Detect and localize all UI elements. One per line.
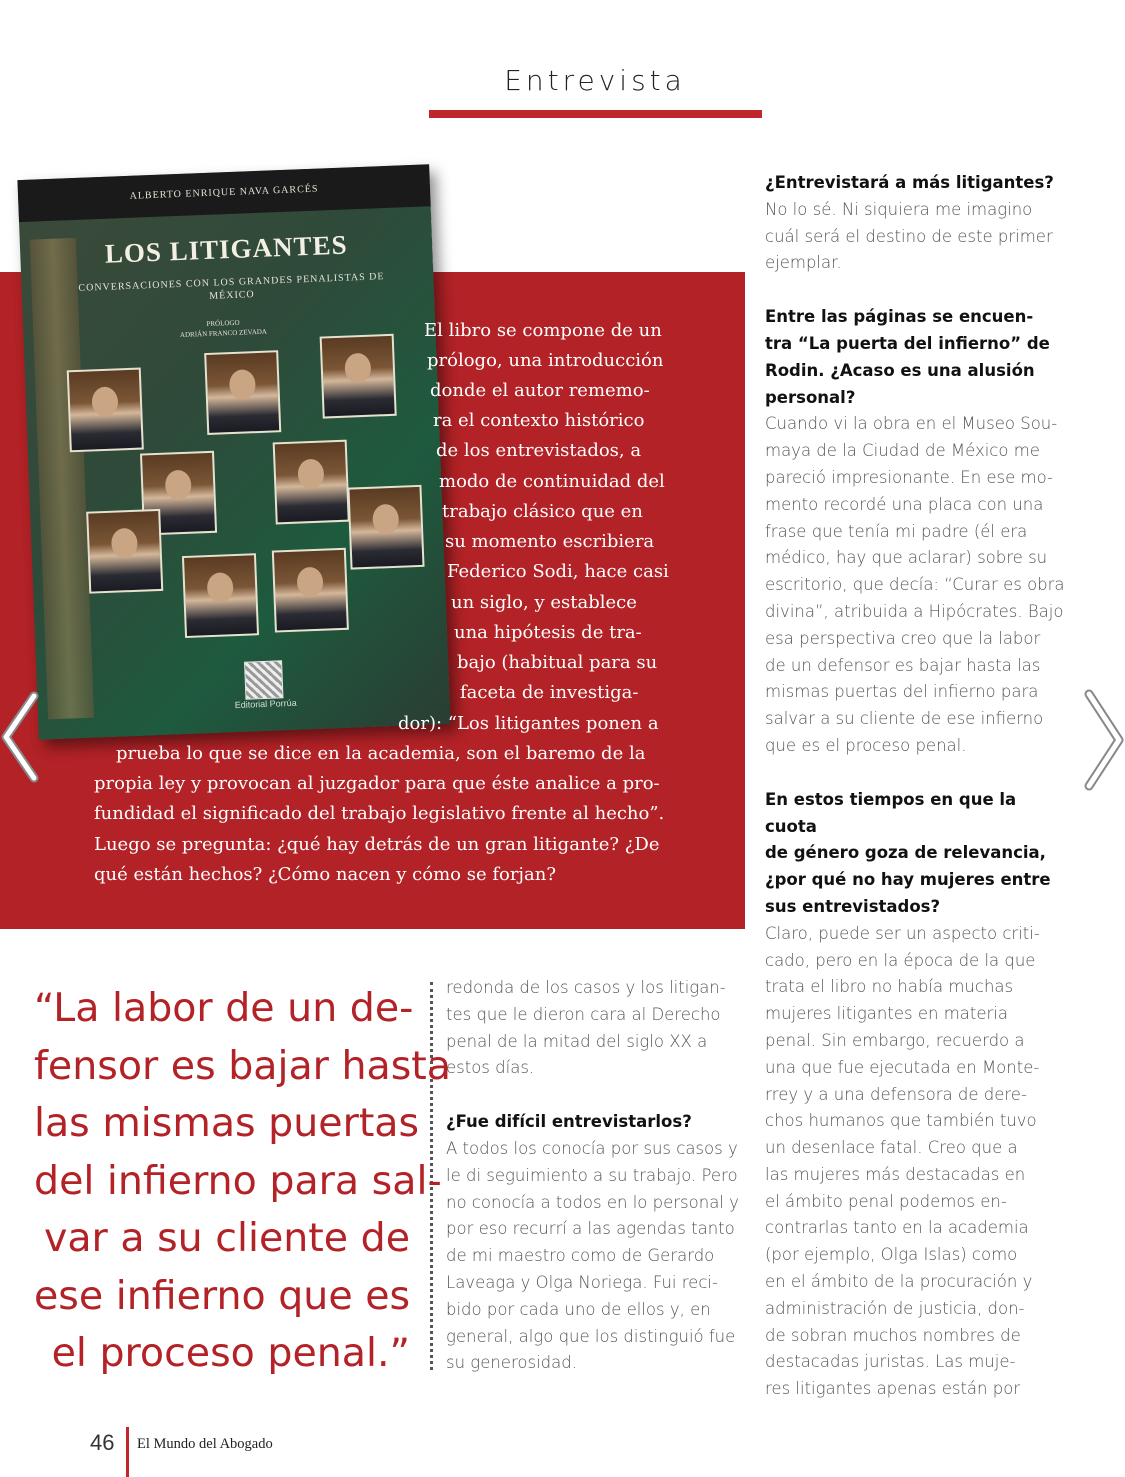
cover-portrait bbox=[204, 350, 281, 435]
red-text-line: modo de continuidad del bbox=[439, 471, 665, 492]
red-text-line: qué están hechos? ¿Cómo nacen y cómo se forjan? bbox=[94, 864, 556, 885]
red-text-line: prueba lo que se dice en la academia, son el baremo de la bbox=[116, 743, 646, 764]
book-author: ALBERTO ENRIQUE NAVA GARCÉS bbox=[17, 164, 430, 222]
red-text-line: ra el contexto histórico bbox=[433, 410, 645, 431]
cover-column-decoration bbox=[30, 238, 94, 719]
cover-portrait bbox=[347, 485, 424, 570]
red-text-line: propia ley y provocan al juzgador para que éste analice a pro- bbox=[94, 773, 660, 794]
red-text-line: trabajo clásico que en bbox=[442, 501, 643, 522]
book-prologue-label: PRÓLOGO bbox=[206, 318, 240, 328]
cover-portrait bbox=[273, 440, 350, 525]
book-prologue-author: ADRIÁN FRANCO ZEVADA bbox=[179, 327, 268, 339]
red-text-line: faceta de investiga- bbox=[460, 682, 639, 703]
chevron-left-icon[interactable] bbox=[0, 690, 40, 784]
publisher-logo bbox=[244, 660, 283, 699]
red-text-line: bajo (habitual para su bbox=[457, 652, 658, 673]
red-text-line: El libro se compone de un bbox=[424, 320, 662, 341]
answer: Cuando vi la obra en el Museo Sou- maya de la Ciudad de México me pareció impresionante. En ese mo- mento recordé una placa con una frase que tenía mi padre (él era médico, hay que aclarar) sobre su escritorio, que decía: “Curar es obra divina”, atribuida a Hipócrates. Bajo esa perspectiva creo que la labor de un defensor es bajar hasta las mismas puertas del infierno para salvar a su cliente de ese infierno que es el proceso penal. bbox=[765, 414, 1065, 755]
question: En estos tiempos en que la cuota de género goza de relevancia, ¿por qué no hay mujeres entre sus entrevistados? bbox=[765, 789, 1051, 916]
pull-quote: “La labor de un de- fensor es bajar hasta las mismas puertas del infierno para sal- var a su cliente de ese infierno que es el proceso penal.” bbox=[34, 985, 451, 1376]
question: ¿Entrevistará a más litigantes? bbox=[765, 173, 1054, 192]
red-text-line: fundidad el significado del trabajo legislativo frente al hecho”. bbox=[94, 803, 665, 824]
middle-column bbox=[446, 975, 751, 1377]
book-publisher: Editorial Porrúa bbox=[234, 697, 297, 711]
publication-name: El Mundo del Abogado bbox=[137, 1436, 273, 1452]
red-text-line: una hipótesis de tra- bbox=[454, 622, 642, 643]
red-text-line: donde el autor rememo- bbox=[430, 380, 650, 401]
cover-portrait bbox=[67, 368, 144, 453]
answer: Claro, puede ser un aspecto criti- cado, pero en la época de la que trata el libro no había muchas mujeres litigantes en materia penal. Sin embargo, recuerdo a una que fue ejecutada en Monte- rrey y a una defensora de dere- chos humanos que también tuvo un desenlace fatal. Creo que a las mujeres más destacadas en el ámbito penal podemos en- contrarlas tanto en la academia (por ejemplo, Olga Islas) como en el ámbito de la procuración y administración de justicia, don- de sobran muchos nombres de destacadas juristas. Las muje- res litigantes apenas están por bbox=[765, 923, 1040, 1399]
section-label: Entrevista bbox=[504, 64, 686, 97]
red-text-line: dor): “Los litigantes ponen a bbox=[398, 713, 659, 734]
footer-rule bbox=[126, 1427, 129, 1477]
book-prologue bbox=[143, 315, 304, 341]
red-text-line: un siglo, y establece bbox=[451, 592, 637, 613]
cover-portrait bbox=[182, 553, 259, 638]
chevron-right-icon[interactable] bbox=[1083, 688, 1125, 792]
book-subtitle: CONVERSACIONES CON LOS GRANDES PENALISTAS DE MÉXICO bbox=[78, 271, 385, 302]
red-text-line: su momento escribiera bbox=[445, 531, 655, 552]
question: ¿Fue difícil entrevistarlos? bbox=[446, 1112, 692, 1132]
paragraph: redonda de los casos y los litigan- tes que le dieron cara al Derecho penal de la mitad del siglo XX a estos días. bbox=[446, 978, 726, 1078]
red-text-line: Federico Sodi, hace casi bbox=[447, 561, 669, 582]
right-column bbox=[765, 170, 1070, 1403]
red-text-line: de los entrevistados, a bbox=[436, 440, 642, 461]
page-number: 46 bbox=[90, 1430, 115, 1455]
section-rule bbox=[429, 110, 762, 118]
red-text-line: Luego se pregunta: ¿qué hay detrás de un gran litigante? ¿De bbox=[94, 834, 660, 855]
answer: A todos los conocía por sus casos y le di seguimiento a su trabajo. Pero no conocía a todos en lo personal y por eso recurrí a las agendas tanto de mi maestro como de Gerardo Laveaga y Olga Noriega. Fui reci- bido por cada uno de ellos y, en general, algo que los distinguió fue su generosidad. bbox=[446, 1138, 739, 1373]
cover-portrait bbox=[86, 509, 163, 594]
book-title: LOS LITIGANTES bbox=[104, 229, 349, 269]
book-cover bbox=[17, 164, 450, 739]
question: Entre las páginas se encuen- tra “La puerta del infierno” de Rodin. ¿Acaso es una alusión personal? bbox=[765, 307, 1050, 407]
answer: No lo sé. Ni siquiera me imagino cuál será el destino de este primer ejemplar. bbox=[765, 199, 1053, 273]
red-text-line: prólogo, una introducción bbox=[427, 350, 664, 371]
cover-portrait bbox=[320, 334, 397, 419]
cover-portrait bbox=[272, 548, 349, 633]
